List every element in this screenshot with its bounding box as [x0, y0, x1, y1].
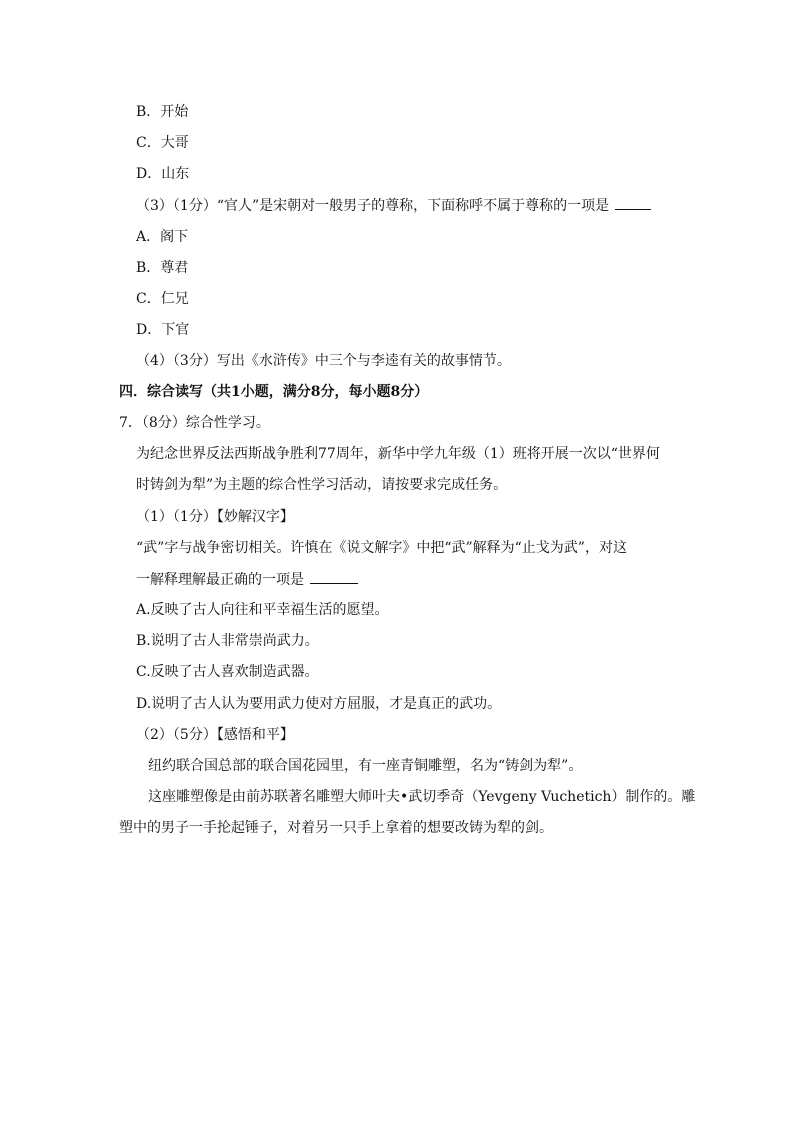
- answer-blank[interactable]: [615, 195, 651, 210]
- q6-sub3-option-d: D．下官: [136, 322, 190, 338]
- q6-sub4: （4）（3分）写出《水浒传》中三个与李逵有关的故事情节。: [136, 353, 511, 369]
- q7-sub1-option-c: C.反映了古人喜欢制造武器。: [136, 664, 319, 680]
- q6-sub3-stem-text: （3）（1分）“官人”是宋朝对一般男子的尊称，下面称呼不属于尊称的一项是: [136, 198, 610, 214]
- q6-sub3-stem: [136, 195, 651, 215]
- q7-sub1-stem-text: 一解释理解最正确的一项是: [136, 572, 304, 588]
- q6-sub3-option-b: B．尊君: [136, 260, 189, 276]
- q7-sub1-stem-line1: “武”字与战争密切相关。许慎在《说文解字》中把“武”解释为“止戈为武”，对这: [136, 540, 627, 556]
- q7-intro-line1: 为纪念世界反法西斯战争胜利77周年，新华中学九年级（1）班将开展一次以“世界何: [136, 446, 660, 462]
- q7-sub1-label: （1）（1分）【妙解汉字】: [136, 509, 294, 525]
- q7-sub2-para2-line2: 塑中的男子一手抡起锤子，对着另一只手上拿着的想要改铸为犁的剑。: [119, 820, 553, 836]
- q6-sub3-option-a: A．阁下: [136, 229, 189, 245]
- q7-sub1-option-a: A.反映了古人向往和平幸福生活的愿望。: [136, 602, 389, 618]
- q7-sub1-option-d: D.说明了古人认为要用武力使对方屈服，才是真正的武功。: [136, 696, 502, 712]
- q6-sub3-option-c: C．仁兄: [136, 291, 189, 307]
- answer-blank[interactable]: [310, 569, 358, 584]
- q7-title: 7．（8分）综合性学习。: [119, 415, 270, 431]
- section-heading: 四．综合读写（共1小题，满分8分，每小题8分）: [119, 384, 429, 400]
- option-c-prev: C．大哥: [136, 135, 189, 151]
- option-b-prev: B．开始: [136, 104, 189, 120]
- q7-sub2-para1: 纽约联合国总部的联合国花园里，有一座青铜雕塑，名为“铸剑为犁”。: [148, 758, 583, 774]
- q7-sub1-option-b: B.说明了古人非常崇尚武力。: [136, 633, 319, 649]
- option-d-prev: D．山东: [136, 166, 190, 182]
- q7-sub2-label: （2）（5分）【感悟和平】: [136, 727, 294, 743]
- q7-sub1-stem-line2: [136, 569, 358, 589]
- q7-sub2-para2-line1: 这座雕塑像是由前苏联著名雕塑大师叶夫•武切季奇（Yevgeny Vuchetich）制作的。雕: [148, 789, 696, 805]
- q7-intro-line2: 时铸剑为犁”为主题的综合性学习活动，请按要求完成任务。: [136, 477, 508, 493]
